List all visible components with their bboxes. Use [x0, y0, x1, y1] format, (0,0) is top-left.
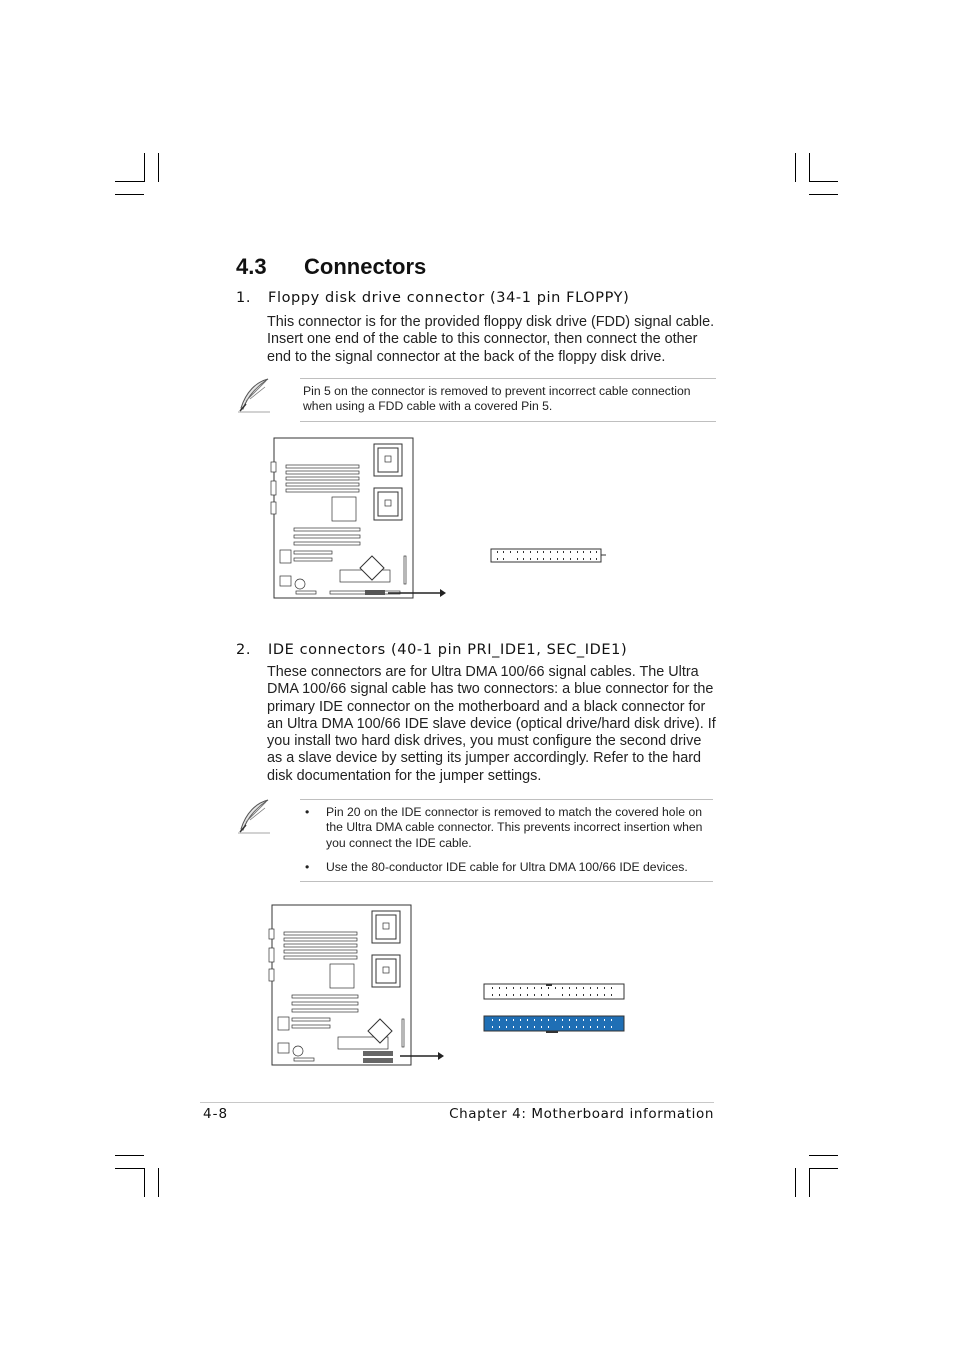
section-title	[236, 254, 426, 280]
crop-mark	[115, 181, 144, 182]
crop-mark	[809, 181, 838, 182]
note-text: Pin 5 on the connector is removed to prevent incorrect cable connection when using a FDD cable with a covered Pin 5.	[303, 384, 691, 414]
crop-mark	[158, 153, 159, 182]
crop-mark	[809, 1168, 810, 1197]
crop-mark	[809, 194, 838, 195]
note-item: • Pin 20 on the IDE connector is removed to match the covered hole on the Ultra DMA cable connector. This prevents incorrect insertion when you connect the IDE cable.	[300, 805, 713, 851]
chapter-title: Chapter 4: Motherboard information	[449, 1106, 714, 1122]
motherboard-diagram	[268, 903, 448, 1069]
floppy-connector-diagram	[488, 546, 608, 566]
item-number: 2.	[236, 642, 252, 658]
note-list	[300, 805, 713, 876]
crop-mark	[115, 194, 144, 195]
crop-mark	[144, 1168, 145, 1197]
section-title-text: Connectors	[304, 254, 427, 279]
item-heading-text: IDE connectors (40-1 pin PRI_IDE1, SEC_IDE1)	[268, 642, 628, 658]
crop-mark	[115, 1155, 144, 1156]
floppy-body: This connector is for the provided floppy disk drive (FDD) signal cable. Insert one end of the cable to this connector, then connect the other end to the signal connector at the back of the floppy disk drive.	[267, 314, 715, 365]
section-number: 4.3	[236, 254, 267, 279]
crop-mark	[795, 153, 796, 182]
crop-mark	[144, 153, 145, 182]
crop-mark	[809, 1155, 838, 1156]
note-box	[300, 378, 716, 422]
note-item: • Use the 80-conductor IDE cable for Ultra DMA 100/66 IDE devices.	[300, 860, 713, 875]
note-box	[300, 799, 713, 882]
feather-pen-icon	[236, 798, 272, 834]
floppy-heading	[236, 290, 629, 306]
item-heading-text: Floppy disk drive connector (34-1 pin FLOPPY)	[268, 290, 630, 306]
crop-mark	[809, 1168, 838, 1169]
motherboard-diagram	[270, 436, 450, 602]
footer-rule	[200, 1102, 714, 1103]
crop-mark	[158, 1168, 159, 1197]
item-number: 1.	[236, 290, 252, 306]
ide-heading	[236, 642, 627, 658]
crop-mark	[809, 153, 810, 182]
ide-connectors-diagram	[480, 982, 630, 1034]
ide-body: These connectors are for Ultra DMA 100/66 signal cables. The Ultra DMA 100/66 signal cable has two connectors: a blue connector for the primary IDE connector on the motherboard and a black connector for an Ultra DMA 100/66 IDE slave device (optical drive/hard disk drive). If you install two hard disk drives, you must configure the second drive as a slave device by setting its jumper accordingly. Refer to the hard disk documentation for the jumper settings.	[267, 664, 716, 784]
crop-mark	[115, 1168, 144, 1169]
feather-pen-icon	[236, 377, 272, 413]
crop-mark	[795, 1168, 796, 1197]
page-number: 4-8	[203, 1106, 229, 1122]
